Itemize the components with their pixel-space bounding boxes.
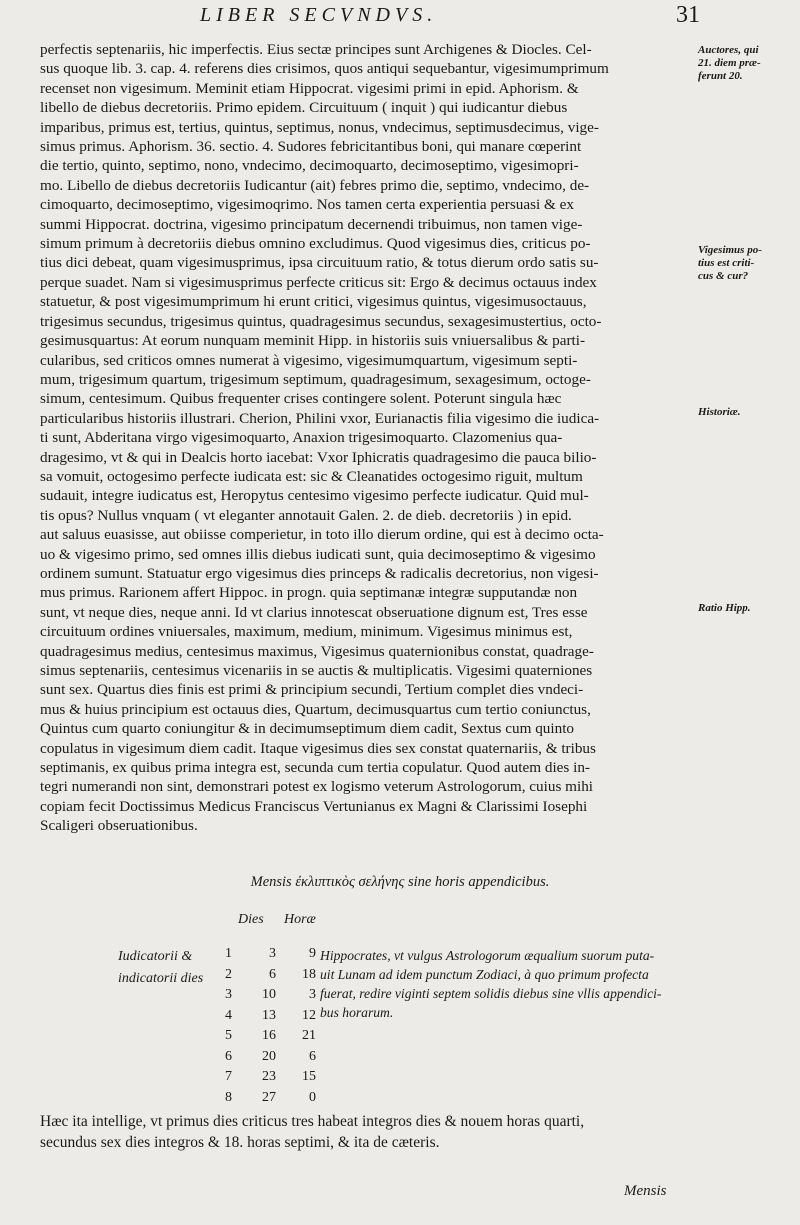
margin-note-vigesimus [698, 244, 798, 283]
text-line: mus & huius principium est octauus dies, Quartum, decimusquartus cum tertio coniunctus, [40, 700, 591, 718]
closing-line: secundus sex dies integros & 18. horas septimi, & ita de cæteris. [40, 1134, 440, 1151]
column-header-horae: Horæ [284, 912, 316, 927]
horae-value: 0 [309, 1089, 316, 1105]
margin-note-line: cus & cur? [698, 270, 749, 282]
text-line: summi Hippocrat. doctrina, vigesimo principatum decernendi tribuimus, non tamen vige- [40, 215, 583, 233]
text-line: mo. Libello de diebus decretoriis Iudicantur (ait) febres primo die, septimo, vndecimo, de- [40, 176, 590, 194]
table-row [200, 1090, 320, 1110]
running-head: LIBER SECVNDVS. [200, 4, 438, 26]
text-line: particularibus historiis illustrari. Cherion, Philini vxor, Eurianactis filia vigesimo die iudica- [40, 409, 600, 427]
table-row [200, 987, 320, 1007]
text-line: sunt, vt neque dies, neque anni. Id vt clarius innotescat obseruatione dignum est, Tres esse [40, 603, 588, 621]
page-header [0, 2, 800, 32]
text-line: tegri numerandi non sint, demonstrari potest ex logismo veterum Astrologorum, cuius mihi [40, 778, 594, 796]
page-number: 31 [676, 2, 700, 28]
table-row [200, 1069, 320, 1089]
text-line: perfectis septenariis, hic imperfectis. Eius sectæ principes sunt Archigenes & Diocles. Cel- [40, 41, 592, 58]
text-line: mum, trigesimum quartum, trigesimum septimum, quadragesimum, sexagesimum, octoge- [40, 370, 591, 388]
margin-note-line: Historiæ. [698, 406, 741, 418]
table-row [200, 1028, 320, 1048]
row-index: 6 [225, 1048, 232, 1064]
text-line: sunt sex. Quartus dies finis est primi & principium secundi, Tertium complet dies vndeci- [40, 681, 584, 699]
row-label-line: indicatorii dies [118, 971, 204, 986]
text-line: sus quoque lib. 3. cap. 4. referens dies crisimos, quos antiqui sequebantur, vigesimumprimum [40, 60, 609, 78]
dies-value: 10 [262, 987, 276, 1002]
text-line: simum primum à decretoriis diebus omnino excludimus. Quod vigesimus dies, criticus po- [40, 235, 591, 253]
text-line: uo & vigesimo primo, sed omnes illis diebus iudicati sunt, quia decimoseptimo & vigesimo [40, 545, 596, 563]
text-line: Quintus cum quarto coniungitur & in decimumseptimum diem cadit, Sextus cum quinto [40, 720, 575, 738]
table-note-line: uit Lunam ad idem punctum Zodiaci, à quo primum profecta [320, 967, 649, 982]
horae-value: 15 [302, 1069, 316, 1084]
text-line: sa vomuit, octogesimo perfecte iudicata est: sic & Cleanatides octogesimo riguit, multum [40, 467, 583, 485]
table-row [200, 967, 320, 987]
table-note-line: fuerat, redire viginti septem solidis diebus sine vllis appendici- [320, 986, 662, 1001]
text-line: perque suadet. Nam si vigesimusprimus perfecte criticus sit: Ergo & decimus octauus index [40, 273, 597, 291]
dies-value: 23 [262, 1069, 276, 1084]
margin-note-ratio [698, 602, 798, 615]
text-line: cularibus, sed criticos omnes numerat à vigesimo, vigesimumquartum, vigesimum septi- [40, 351, 578, 369]
text-line: Scaligeri obseruationibus. [40, 817, 198, 835]
table-side-note [320, 946, 700, 1022]
table-row-label [118, 946, 203, 990]
row-label-line: Iudicatorii & [118, 949, 193, 964]
dies-value: 16 [262, 1028, 276, 1043]
dies-value: 6 [269, 966, 276, 982]
table-row [200, 1008, 320, 1028]
text-line: ti sunt, Abderitana virgo vigesimoquarto, Anaxion trigesimoquarto. Clazomenius qua- [40, 429, 563, 447]
margin-note-line: Auctores, qui [698, 44, 759, 56]
row-index: 5 [225, 1028, 232, 1043]
text-line: quadragesimus medius, centesimus maximus, Vigesimus quaternionibus constat, quadrage- [40, 642, 594, 660]
row-index: 1 [225, 946, 232, 961]
text-line: simus primus. Aphorism. 36. sectio. 4. Sudores febricitantibus boni, qui manare cœperint [40, 138, 582, 156]
text-line: dragesimo, vt & qui in Dealcis horto iacebat: Vxor Iphicratis quadragesimo die pauca bilio- [40, 448, 597, 466]
margin-note-line: Vigesimus po- [698, 244, 762, 256]
text-line: septimanis, ex quibus prima integra est, secunda cum tertia copulatur. Quod autem dies in- [40, 759, 590, 777]
text-line: aut saluus euasisse, aut obiisse comperietur, in toto illo dierum ordine, qui est à decimo octa- [40, 526, 604, 544]
dies-value: 3 [269, 946, 276, 961]
closing-paragraph [40, 1111, 700, 1153]
text-line: mus primus. Rarionem affert Hippoc. in progn. quia septimanæ integræ supputandæ non [40, 584, 578, 602]
horae-value: 12 [302, 1007, 316, 1023]
row-index: 8 [225, 1089, 232, 1105]
closing-line: Hæc ita intellige, vt primus dies criticus tres habeat integros dies & nouem horas quarti, [40, 1113, 585, 1130]
margin-note-line: Ratio Hipp. [698, 602, 751, 614]
text-line: imparibus, primus est, tertius, quintus, septimus, nonus, vndecimus, septimusdecimus, vige- [40, 118, 599, 136]
row-index: 2 [225, 966, 232, 982]
horae-value: 18 [302, 966, 316, 982]
text-line: sudauit, integre iudicatus est, Heropytus centesimo vigesimo perfecte iudicatur. Quid mul- [40, 487, 589, 505]
horae-value: 9 [309, 946, 316, 961]
text-line: gesimusquartus: At eorum nunquam meminit Hipp. in historiis suis vniuersalibus & parti- [40, 332, 586, 350]
table-note-line: Hippocrates, vt vulgus Astrologorum æqualium suorum puta- [320, 948, 655, 963]
row-index: 4 [225, 1007, 232, 1023]
table-note-line: bus horarum. [320, 1005, 394, 1020]
dies-value: 27 [262, 1089, 276, 1105]
text-line: copulatus in vigesimum diem cadit. Itaque vigesimus dies sex constat quaternariis, & tribus [40, 739, 596, 757]
text-line: statuetur, & post vigesimumprimum hi erunt critici, vigesimus quintus, vigesimusoctauus, [40, 293, 587, 311]
text-line: copiam fecit Doctissimus Medicus Franciscus Vertunianus ex Magni & Clarissimi Iosephi [40, 797, 588, 815]
horae-value: 21 [302, 1028, 316, 1043]
text-line: die tertio, quinto, septimo, nono, vndecimo, decimoquarto, decimoseptimo, vigesimopri- [40, 157, 579, 175]
column-header-dies: Dies [238, 912, 264, 927]
text-line: simus septenariis, centesimus vicenariis in se auctis & multiplicatis. Vigesimi quaterniones [40, 662, 593, 679]
text-line: tis opus? Nullus vnquam ( vt eleganter annotauit Galen. 2. de dieb. decretoriis ) in epid. [40, 506, 572, 524]
table-row [200, 1049, 320, 1069]
margin-note-line: 21. diem præ- [698, 57, 761, 69]
horae-value: 6 [309, 1048, 316, 1064]
catchword: Mensis [624, 1183, 667, 1199]
margin-note-line: tius est criti- [698, 257, 755, 269]
dies-value: 13 [262, 1007, 276, 1023]
text-line: tius dici debeat, quam vigesimusprimus, ipsa circuituum ratio, & totus dierum ordo satis su- [40, 254, 599, 272]
text-line: libello de diebus decretoriis. Primo epidem. Circuituum ( inquit ) qui iudicantur diebus [40, 99, 568, 117]
text-line: trigesimus secundus, trigesimus quintus, quadragesimus secundus, sexagesimustertius, octo- [40, 312, 602, 330]
text-line: cimoquarto, decimoseptimo, vigesimoqrimo. Nos tamen certa experientia persuasi & ex [40, 196, 574, 214]
row-index: 3 [225, 987, 232, 1002]
table-caption: Mensis ἐκλιπτικὸς σελήνης sine horis appendicibus. [250, 874, 550, 890]
dies-value: 20 [262, 1048, 276, 1064]
horae-value: 3 [309, 987, 316, 1002]
text-line: recenset non vigesimum. Meminit etiam Hippocrat. vigesimi primi in epid. Aphorism. & [40, 79, 579, 97]
main-text-block [40, 40, 690, 836]
margin-note-historiae [698, 406, 798, 419]
row-index: 7 [225, 1069, 232, 1084]
text-line: circuituum ordines vniuersales, maximum, medium, minimum. Vigesimus minimus est, [40, 623, 573, 641]
table-row [200, 946, 320, 966]
margin-note-line: ferunt 20. [698, 70, 743, 82]
text-line: ordinem sumunt. Statuatur ergo vigesimus dies princeps & radicalis decretorius, non vigesi- [40, 564, 599, 582]
margin-note-auctores [698, 44, 798, 83]
text-line: simum, centesimum. Quibus frequenter crises contingere solent. Poterunt singula hæc [40, 390, 562, 408]
